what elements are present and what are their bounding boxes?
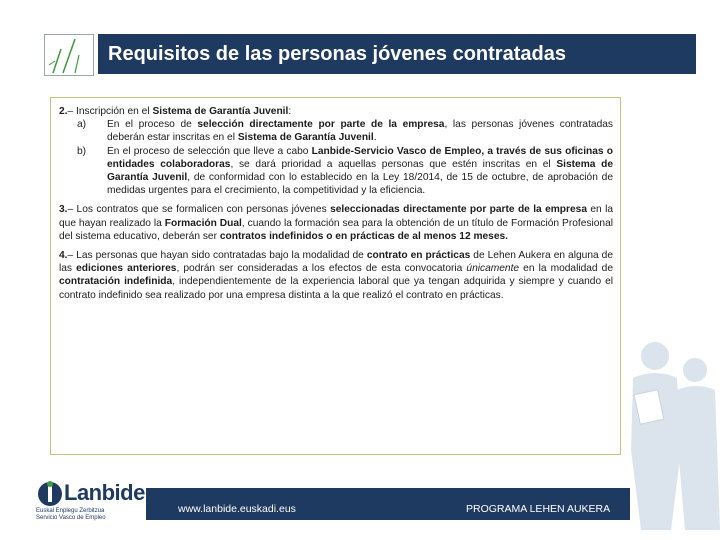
section-4-paragraph bbox=[59, 249, 613, 302]
list-item-b bbox=[59, 145, 613, 198]
lanbide-wordmark: Lanbide bbox=[64, 480, 145, 505]
section-4-bold-2: ediciones anteriores bbox=[76, 263, 177, 275]
list-item-a bbox=[59, 118, 613, 144]
section-2-colon: : bbox=[288, 106, 292, 117]
list-a-text-2: , las personas jóvenes contratadas deberán estar inscritas en el bbox=[107, 119, 614, 144]
section-3-number: 3. bbox=[59, 204, 68, 216]
people-illustration bbox=[615, 330, 720, 530]
list-b-bold: Lanbide-Servicio Vasco de Empleo, a través de sus oficinas o entidades colaboradoras bbox=[107, 145, 613, 170]
list-marker-a: a) bbox=[77, 119, 87, 131]
section-4-text-4: en la modalidad de bbox=[519, 263, 614, 275]
content-box bbox=[50, 97, 621, 455]
list-a-text-3: . bbox=[373, 132, 377, 144]
list-b-text: En el proceso de selección que lleve a cabo bbox=[107, 145, 312, 157]
list-marker-b: b) bbox=[77, 145, 87, 157]
list-b-text-2: , se dará prioridad a aquellas personas que estén inscritas en el bbox=[230, 158, 557, 170]
section-3-bold-1: seleccionadas directamente por parte de la empresa bbox=[330, 204, 587, 216]
title-bar bbox=[98, 34, 696, 74]
lanbide-tagline-eu: Euskal Enplegu Zerbitzua bbox=[36, 508, 105, 514]
header-logo bbox=[44, 34, 94, 76]
section-3-paragraph bbox=[59, 203, 613, 243]
section-4-bold-3: contratación indefinida bbox=[59, 276, 173, 288]
footer-program-name: PROGRAMA LEHEN AUKERA bbox=[466, 503, 611, 515]
section-4-text-5: , independientemente de la experiencia laboral que ya tengan adquirida y siempre y cuando el contrato indefinido sea realizado por una empresa distinta a la que realizó el contrato en prácticas. bbox=[59, 276, 613, 301]
list-b-bold-2: Sistema de Garantía Juvenil bbox=[107, 158, 614, 184]
lanbide-tagline-es: Servicio Vasco de Empleo bbox=[36, 515, 106, 521]
section-2-text: – Inscripción en el bbox=[67, 106, 153, 117]
lanbide-logo bbox=[36, 476, 145, 526]
people-silhouette-icon bbox=[615, 330, 720, 530]
list-b-text-3: , de conformidad con lo establecido en la Ley 18/2014, de 15 de octubre, de aprobación de medidas urgentes para el crecimiento, la competitividad y la eficiencia. bbox=[107, 172, 613, 197]
footer-url-link[interactable]: www.lanbide.euskadi.eus bbox=[178, 503, 296, 515]
section-2-list bbox=[59, 118, 613, 197]
list-a-bold: selección directamente por parte de la empresa bbox=[197, 119, 445, 131]
list-a-bold-2: Sistema de Garantía Juvenil bbox=[237, 132, 374, 144]
leaf-lines-icon bbox=[45, 35, 93, 75]
section-4-number: 4. bbox=[59, 250, 68, 262]
section-3-bold-3: contratos indefinidos o en prácticas de al menos 12 meses. bbox=[219, 230, 509, 242]
section-4-text: – Las personas que hayan sido contratadas bajo la modalidad de bbox=[67, 250, 367, 262]
list-a-text: En el proceso de bbox=[107, 119, 198, 131]
page-title: Requisitos de las personas jóvenes contratadas bbox=[108, 42, 566, 65]
section-3-text-3: , cuando la formación sea para la obtención de un título de Formación Profesional del sistema educativo, deberán ser bbox=[59, 217, 613, 242]
section-3-bold-2: Formación Dual bbox=[164, 217, 242, 229]
section-2-bold: Sistema de Garantía Juvenil bbox=[152, 106, 289, 117]
section-4-bold-1: contrato en prácticas bbox=[366, 250, 471, 262]
section-3-text: – Los contratos que se formalicen con personas jóvenes bbox=[67, 204, 331, 216]
section-2-heading bbox=[59, 105, 613, 118]
lanbide-tagline bbox=[36, 508, 106, 522]
section-4-text-3: , podrán ser consideradas a los efectos de esta convocatoria bbox=[176, 263, 467, 275]
section-2-number: 2. bbox=[59, 106, 68, 117]
section-4-italic: únicamente bbox=[466, 263, 520, 275]
section-3-text-2: en la que hayan realizado la bbox=[59, 204, 614, 229]
section-4-text-2: de Lehen Aukera en alguna de las bbox=[59, 250, 613, 275]
